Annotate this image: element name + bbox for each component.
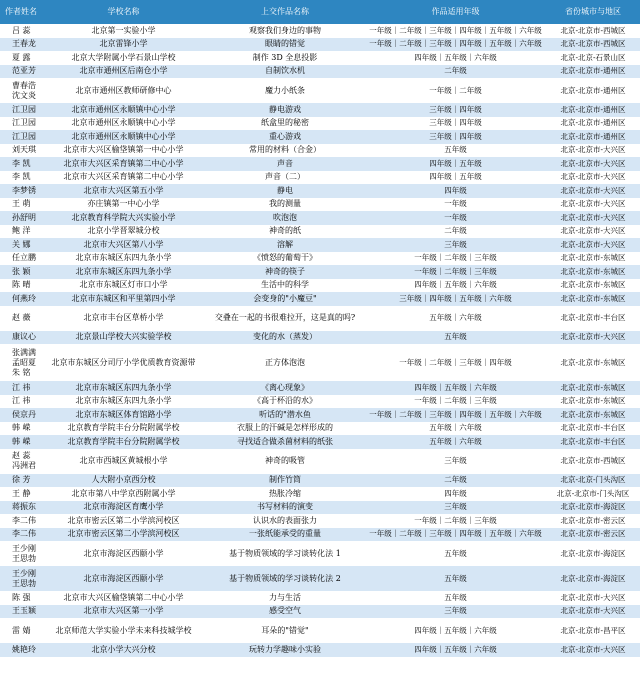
cell-work: 自制饮水机 [205, 65, 365, 79]
cell-region: 北京-北京市-通州区 [546, 103, 640, 117]
cell-region: 北京-北京市-西城区 [546, 38, 640, 52]
cell-grades: 一年级｜二年级｜三年级 [365, 265, 546, 279]
cell-region: 北京-北京市-海淀区 [546, 566, 640, 591]
cell-grades: 四年级｜五年级｜六年级 [365, 279, 546, 293]
cell-school: 北京教育学院丰台分院附属学校 [42, 422, 205, 436]
cell-region: 北京-北京市-通州区 [546, 117, 640, 131]
table-row [0, 449, 640, 474]
cell-grades: 一年级｜二年级｜三年级｜四年级 [365, 344, 546, 381]
cell-region: 北京-北京市-通州区 [546, 130, 640, 144]
cell-work: 寻找适合做杀菌材料的纸张 [205, 435, 365, 449]
cell-school: 北京市海淀区育鹰小学 [42, 501, 205, 515]
cell-work: 神奇的筷子 [205, 265, 365, 279]
cell-school: 北京市丰台区草桥小学 [42, 306, 205, 331]
cell-school: 北京市东城区东四九条小学 [42, 395, 205, 409]
cell-school: 北京市海淀区西颐小学 [42, 541, 205, 566]
cell-region: 北京-北京市-大兴区 [546, 157, 640, 171]
cell-region: 北京-北京市-东城区 [546, 279, 640, 293]
table-row [0, 618, 640, 643]
cell-work: 正方体泡泡 [205, 344, 365, 381]
cell-author: 雷 婧 [0, 618, 42, 643]
cell-grades: 一年级｜二年级｜三年级｜四年级｜五年级｜六年级 [365, 24, 546, 38]
cell-author: 江 祎 [0, 381, 42, 395]
cell-author: 夏 露 [0, 51, 42, 65]
cell-school: 北京市密云区第二小学滨河校区 [42, 514, 205, 528]
cell-grades: 四年级｜五年级｜六年级 [365, 381, 546, 395]
cell-school: 北京市通州区后南仓小学 [42, 65, 205, 79]
table-row [0, 292, 640, 306]
table-row [0, 198, 640, 212]
table-row [0, 306, 640, 331]
cell-work: 生活中的科学 [205, 279, 365, 293]
cell-work: 观察我们身边的事物 [205, 24, 365, 38]
cell-school: 北京市通州区永顺镇中心小学 [42, 130, 205, 144]
cell-region: 北京-北京市-大兴区 [546, 591, 640, 605]
table-body [0, 24, 640, 657]
cell-school: 北京教育科学院大兴实验小学 [42, 211, 205, 225]
cell-school: 北京市东城区东四九条小学 [42, 265, 205, 279]
cell-work: 重心游戏 [205, 130, 365, 144]
cell-author: 李二伟 [0, 514, 42, 528]
cell-author: 李二伟 [0, 528, 42, 542]
cell-grades: 五年级 [365, 144, 546, 158]
cell-work: 神奇的吸管 [205, 449, 365, 474]
cell-grades: 一年级｜二年级｜三年级｜四年级｜五年级｜六年级 [365, 408, 546, 422]
cell-school: 北京小学晋翠城分校 [42, 225, 205, 239]
table-row [0, 117, 640, 131]
table-row [0, 38, 640, 52]
cell-work: 溶解 [205, 238, 365, 252]
cell-region: 北京-北京市-丰台区 [546, 306, 640, 331]
cell-author: 王春龙 [0, 38, 42, 52]
cell-author: 李 凯 [0, 171, 42, 185]
cell-school: 北京市密云区第二小学滨河校区 [42, 528, 205, 542]
table-row [0, 265, 640, 279]
cell-author: 孙舒明 [0, 211, 42, 225]
table-row [0, 103, 640, 117]
cell-author: 李梦锈 [0, 184, 42, 198]
table-row [0, 591, 640, 605]
cell-grades: 三年级 [365, 238, 546, 252]
cell-work: 耳朵的"错觉" [205, 618, 365, 643]
table-row [0, 487, 640, 501]
table-row [0, 130, 640, 144]
table-row [0, 78, 640, 103]
cell-grades: 二年级 [365, 65, 546, 79]
cell-work: 交叠在一起的书很难拉开，这是真的吗? [205, 306, 365, 331]
cell-grades: 一年级｜二年级｜三年级 [365, 395, 546, 409]
cell-work: 玩转力学趣味小实验 [205, 643, 365, 657]
cell-region: 北京-北京市-昌平区 [546, 618, 640, 643]
cell-region: 北京-北京市-大兴区 [546, 605, 640, 619]
cell-region: 北京-北京市-通州区 [546, 78, 640, 103]
header-work: 上交作品名称 [205, 0, 365, 24]
cell-author: 韩 嵘 [0, 422, 42, 436]
cell-region: 北京-北京市-大兴区 [546, 144, 640, 158]
cell-region: 北京-北京市-东城区 [546, 381, 640, 395]
cell-author: 王少刚 王思勃 [0, 541, 42, 566]
cell-work: 认识水的表面张力 [205, 514, 365, 528]
cell-school: 北京市东城区灯市口小学 [42, 279, 205, 293]
table-row [0, 65, 640, 79]
table-row [0, 171, 640, 185]
cell-author: 康议心 [0, 331, 42, 345]
cell-school: 北京市通州区教师研修中心 [42, 78, 205, 103]
table-row [0, 344, 640, 381]
cell-school: 北京小学大兴分校 [42, 643, 205, 657]
cell-grades: 三年级 [365, 605, 546, 619]
table-row [0, 144, 640, 158]
cell-grades: 二年级 [365, 225, 546, 239]
cell-region: 北京-北京市-大兴区 [546, 331, 640, 345]
cell-grades: 五年级 [365, 591, 546, 605]
cell-work: 声音 [205, 157, 365, 171]
cell-work: 《愤怒的葡萄干》 [205, 252, 365, 266]
cell-grades: 二年级 [365, 474, 546, 488]
cell-work: 力与生活 [205, 591, 365, 605]
cell-region: 北京-北京市-大兴区 [546, 171, 640, 185]
cell-work: 听话的"潜水鱼 [205, 408, 365, 422]
cell-region: 北京-北京市-东城区 [546, 252, 640, 266]
cell-region: 北京-北京市-大兴区 [546, 643, 640, 657]
cell-author: 陈 晴 [0, 279, 42, 293]
table-row [0, 184, 640, 198]
cell-grades: 五年级｜六年级 [365, 422, 546, 436]
cell-region: 北京-北京市-密云区 [546, 514, 640, 528]
table-row [0, 24, 640, 38]
cell-author: 徐 芳 [0, 474, 42, 488]
table-row [0, 643, 640, 657]
table-row [0, 252, 640, 266]
cell-work: 一张纸能承受的重量 [205, 528, 365, 542]
cell-author: 江卫园 [0, 130, 42, 144]
cell-school: 北京市东城区分司厅小学优质教育资源带 [42, 344, 205, 381]
cell-work: 会变身的"小魔豆" [205, 292, 365, 306]
cell-grades: 三年级｜四年级 [365, 103, 546, 117]
cell-region: 北京-北京市-大兴区 [546, 184, 640, 198]
cell-author: 任立鹏 [0, 252, 42, 266]
table-row [0, 395, 640, 409]
cell-work: 魔力小纸条 [205, 78, 365, 103]
cell-author: 何燕玲 [0, 292, 42, 306]
cell-region: 北京-北京市-东城区 [546, 344, 640, 381]
cell-author: 王 萌 [0, 198, 42, 212]
cell-school: 北京市西城区黄城根小学 [42, 449, 205, 474]
cell-author: 韩 嵘 [0, 435, 42, 449]
cell-region: 北京-北京-石景山区 [546, 51, 640, 65]
cell-school: 北京市通州区永顺镇中心小学 [42, 117, 205, 131]
cell-work: 《高于杯沿的水》 [205, 395, 365, 409]
cell-region: 北京-北京市-大兴区 [546, 211, 640, 225]
cell-work: 静电游戏 [205, 103, 365, 117]
cell-grades: 四年级｜五年级 [365, 171, 546, 185]
table-row [0, 381, 640, 395]
cell-author: 王 静 [0, 487, 42, 501]
cell-author: 江卫园 [0, 117, 42, 131]
cell-grades: 四年级｜五年级｜六年级 [365, 618, 546, 643]
cell-author: 侯京丹 [0, 408, 42, 422]
cell-author: 张满满 孟昭夏 朱 铭 [0, 344, 42, 381]
cell-author: 李 凯 [0, 157, 42, 171]
header-school: 学校名称 [42, 0, 205, 24]
cell-school: 北京市大兴区采育镇第二中心小学 [42, 157, 205, 171]
table-row [0, 605, 640, 619]
cell-work: 基于物质领域的学习谈转化法 2 [205, 566, 365, 591]
table-row [0, 541, 640, 566]
cell-work: 衣服上的汗碱是怎样形成的 [205, 422, 365, 436]
cell-region: 北京-北京市-海淀区 [546, 501, 640, 515]
cell-grades: 一年级｜二年级｜三年级｜四年级｜五年级｜六年级 [365, 38, 546, 52]
cell-author: 刘天琪 [0, 144, 42, 158]
cell-work: 制作 3D 全息投影 [205, 51, 365, 65]
cell-author: 蒋振东 [0, 501, 42, 515]
cell-school: 北京市大兴区榆垡镇第二中心小学 [42, 591, 205, 605]
cell-work: 感受空气 [205, 605, 365, 619]
cell-author: 张 颖 [0, 265, 42, 279]
table-row [0, 501, 640, 515]
cell-grades: 一年级 [365, 198, 546, 212]
cell-work: 静电 [205, 184, 365, 198]
cell-author: 赵 薇 [0, 306, 42, 331]
cell-author: 关 娜 [0, 238, 42, 252]
cell-author: 鲍 洋 [0, 225, 42, 239]
cell-author: 王少刚 王思勃 [0, 566, 42, 591]
cell-region: 北京-北京市-大兴区 [546, 198, 640, 212]
cell-grades: 五年级 [365, 331, 546, 345]
cell-grades: 一年级｜二年级｜三年级 [365, 514, 546, 528]
cell-region: 北京-北京市-通州区 [546, 65, 640, 79]
table-row [0, 422, 640, 436]
cell-school: 北京市东城区东四九条小学 [42, 381, 205, 395]
cell-school: 北京市大兴区榆垡镇第一中心小学 [42, 144, 205, 158]
cell-grades: 一年级｜二年级｜三年级｜四年级｜五年级｜六年级 [365, 528, 546, 542]
table-row [0, 157, 640, 171]
table-row [0, 408, 640, 422]
cell-school: 北京教育学院丰台分院附属学校 [42, 435, 205, 449]
cell-grades: 三年级｜四年级｜五年级｜六年级 [365, 292, 546, 306]
cell-author: 王玉颖 [0, 605, 42, 619]
table-row [0, 528, 640, 542]
table-row [0, 211, 640, 225]
table-row [0, 51, 640, 65]
cell-region: 北京-北京市-东城区 [546, 408, 640, 422]
cell-grades: 一年级｜二年级｜三年级 [365, 252, 546, 266]
cell-region: 北京-北京市-大兴区 [546, 238, 640, 252]
cell-grades: 四年级｜五年级｜六年级 [365, 51, 546, 65]
cell-work: 我的测量 [205, 198, 365, 212]
cell-school: 北京景山学校大兴实验学校 [42, 331, 205, 345]
cell-work: 吹泡泡 [205, 211, 365, 225]
cell-region: 北京-北京市-西城区 [546, 24, 640, 38]
cell-school: 北京市大兴区第五小学 [42, 184, 205, 198]
cell-region: 北京-北京市-密云区 [546, 528, 640, 542]
cell-school: 北京市东城区体育馆路小学 [42, 408, 205, 422]
cell-work: 变化的水（蒸发） [205, 331, 365, 345]
cell-grades: 三年级｜四年级 [365, 117, 546, 131]
cell-work: 常用的材料（合金） [205, 144, 365, 158]
cell-grades: 三年级 [365, 449, 546, 474]
cell-school: 北京市大兴区第一小学 [42, 605, 205, 619]
cell-grades: 三年级 [365, 501, 546, 515]
cell-region: 北京-北京市-丰台区 [546, 422, 640, 436]
cell-work: 纸盒里的秘密 [205, 117, 365, 131]
cell-work: 神奇的纸 [205, 225, 365, 239]
cell-work: 热胀冷缩 [205, 487, 365, 501]
table-row [0, 474, 640, 488]
cell-school: 北京大学附属小学石景山学校 [42, 51, 205, 65]
cell-school: 北京市东城区东四九条小学 [42, 252, 205, 266]
cell-region: 北京-北京市-门头沟区 [546, 487, 640, 501]
cell-work: 《离心现象》 [205, 381, 365, 395]
cell-region: 北京-北京-门头沟区 [546, 474, 640, 488]
cell-grades: 四年级 [365, 487, 546, 501]
header-row [0, 0, 640, 24]
table-row [0, 435, 640, 449]
cell-region: 北京-北京市-东城区 [546, 395, 640, 409]
cell-grades: 四年级｜五年级｜六年级 [365, 643, 546, 657]
table-row [0, 514, 640, 528]
cell-grades: 四年级 [365, 184, 546, 198]
table-row [0, 331, 640, 345]
cell-grades: 五年级 [365, 541, 546, 566]
cell-author: 姚艳玲 [0, 643, 42, 657]
table-row [0, 566, 640, 591]
cell-work: 声音（二） [205, 171, 365, 185]
cell-school: 北京雷锋小学 [42, 38, 205, 52]
cell-grades: 五年级｜六年级 [365, 306, 546, 331]
cell-work: 基于物质领域的学习谈转化法 1 [205, 541, 365, 566]
cell-author: 曹春浩 沈文炎 [0, 78, 42, 103]
cell-school: 北京第一实验小学 [42, 24, 205, 38]
cell-school: 北京市通州区永顺镇中心小学 [42, 103, 205, 117]
cell-author: 吕 蕊 [0, 24, 42, 38]
cell-region: 北京-北京市-丰台区 [546, 435, 640, 449]
cell-grades: 四年级｜五年级 [365, 157, 546, 171]
table-row [0, 238, 640, 252]
cell-work: 眼睛的错觉 [205, 38, 365, 52]
cell-school: 北京市大兴区采育镇第二中心小学 [42, 171, 205, 185]
table-row [0, 225, 640, 239]
cell-region: 北京-北京市-大兴区 [546, 225, 640, 239]
header-grades: 作品适用年级 [365, 0, 546, 24]
cell-region: 北京-北京市-海淀区 [546, 541, 640, 566]
cell-grades: 一年级 [365, 211, 546, 225]
cell-school: 北京师范大学实验小学未来科技城学校 [42, 618, 205, 643]
cell-region: 北京-北京市-东城区 [546, 265, 640, 279]
cell-work: 制作竹筒 [205, 474, 365, 488]
cell-author: 江卫园 [0, 103, 42, 117]
cell-work: 书写材料的演变 [205, 501, 365, 515]
cell-grades: 五年级 [365, 566, 546, 591]
table-row [0, 279, 640, 293]
cell-school: 北京市大兴区第八小学 [42, 238, 205, 252]
cell-grades: 五年级｜六年级 [365, 435, 546, 449]
cell-grades: 三年级｜四年级 [365, 130, 546, 144]
cell-school: 亦庄镇第一中心小学 [42, 198, 205, 212]
cell-school: 北京市第八中学京西附属小学 [42, 487, 205, 501]
cell-school: 北京市东城区和平里第四小学 [42, 292, 205, 306]
cell-author: 陈 强 [0, 591, 42, 605]
cell-author: 江 祎 [0, 395, 42, 409]
cell-author: 赵 蕊 冯洲君 [0, 449, 42, 474]
cell-author: 范亚芳 [0, 65, 42, 79]
cell-grades: 一年级｜二年级 [365, 78, 546, 103]
header-region: 省份城市与地区 [546, 0, 640, 24]
cell-region: 北京-北京市-东城区 [546, 292, 640, 306]
cell-region: 北京-北京市-西城区 [546, 449, 640, 474]
cell-school: 北京市海淀区西颐小学 [42, 566, 205, 591]
cell-school: 人大附小京西分校 [42, 474, 205, 488]
header-author: 作者姓名 [0, 0, 42, 24]
